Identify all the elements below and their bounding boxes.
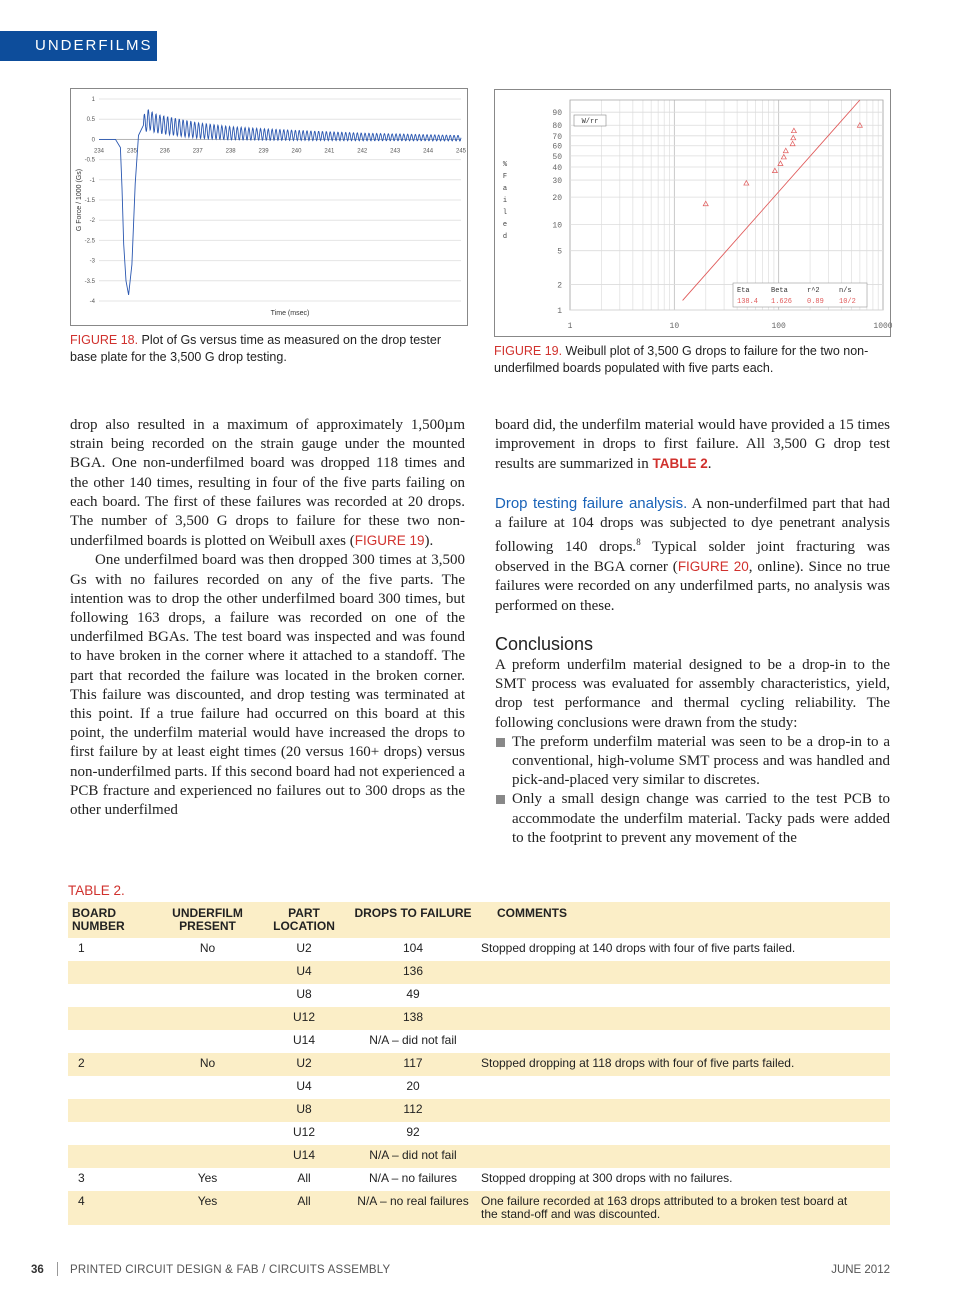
x-tick-label: 241 <box>324 148 335 155</box>
cell-board: 3 <box>78 1171 85 1185</box>
table-row <box>68 1076 890 1099</box>
cell-underfilm <box>156 961 259 984</box>
cell-location: U2 <box>296 1056 312 1070</box>
header-comments: COMMENTS <box>497 906 567 920</box>
g-force-series-line <box>99 110 461 295</box>
header-drops-to-failure: DROPS TO FAILURE <box>354 906 472 920</box>
cell-underfilm: Yes <box>197 1194 218 1208</box>
failure-point <box>781 154 786 159</box>
y-tick-label: -3 <box>89 258 95 265</box>
figure-18-caption-text: Plot of Gs versus time as measured on the drop tester base plate for the 3,500 G drop testing. <box>70 333 441 364</box>
legend-tag: W/rr <box>581 118 599 126</box>
y-tick-label: 40 <box>552 164 562 174</box>
y-tick-label: 50 <box>552 152 562 162</box>
cell-drops: 112 <box>403 1102 423 1116</box>
y-tick-label: -0.5 <box>84 157 95 164</box>
figure-19-caption <box>494 343 894 377</box>
failure-point <box>790 141 795 146</box>
x-tick-label: 10 <box>669 322 680 331</box>
table-row <box>68 938 890 961</box>
x-tick-label: 238 <box>225 148 236 155</box>
cell-underfilm <box>156 1145 259 1168</box>
x-tick-label: 239 <box>258 148 269 155</box>
cell-comments: One failure recorded at 163 drops attributed to a broken test board at the stand-off and was discounted. <box>481 1194 848 1221</box>
page-number: 36 <box>31 1264 44 1276</box>
cell-underfilm: No <box>199 941 216 955</box>
cell-comments <box>477 984 890 1007</box>
stats-header: n/s <box>839 287 852 295</box>
x-axis-label: Time (msec) <box>270 310 310 317</box>
cell-board: 4 <box>78 1194 85 1208</box>
cell-location: U4 <box>296 1079 312 1093</box>
y-tick-label: 10 <box>552 221 562 231</box>
table-row <box>68 1030 890 1053</box>
table-row <box>68 1099 890 1122</box>
figure-20-ref: FIGURE 20 <box>677 559 749 575</box>
figure-18-chart <box>71 89 467 325</box>
conclusions-heading: Conclusions <box>495 633 594 654</box>
conclusion-bullet-1: The preform underfilm material was seen to be a drop-in to a conventional, high-volume SMT process and was handled and pick-and-placed very similar to discretes. <box>495 733 890 791</box>
x-tick-label: 235 <box>126 148 137 155</box>
cell-location: U12 <box>292 1125 315 1139</box>
header-part-location: PART LOCATION <box>273 906 335 933</box>
table-header-row <box>68 902 890 938</box>
y-tick-label: -2.5 <box>84 238 95 245</box>
y-tick-label: 60 <box>552 142 562 152</box>
cell-drops: 20 <box>406 1079 420 1093</box>
plot-frame <box>570 100 883 310</box>
cell-board: 2 <box>78 1056 85 1070</box>
conclusion-bullet-2: Only a small design change was carried to the test PCB to accommodate the underfilm material. Tacky pads were added to the footprint to prevent any movement of the <box>495 790 890 848</box>
stats-value: 0.89 <box>807 298 824 306</box>
y-axis-label-letter: i <box>502 197 508 205</box>
right-column <box>495 416 890 848</box>
cell-comments <box>477 1099 890 1122</box>
left-column <box>70 416 465 820</box>
figure-18-caption <box>70 332 466 366</box>
table-row <box>68 1053 890 1076</box>
table-row <box>68 1145 890 1168</box>
cell-board: 1 <box>78 941 85 955</box>
failure-point <box>744 181 749 186</box>
cell-drops: 138 <box>402 1010 424 1024</box>
table-row <box>68 1168 890 1191</box>
y-tick-label: 1 <box>557 307 562 316</box>
y-tick-label: -4 <box>89 299 95 305</box>
cell-location: U4 <box>296 964 312 978</box>
table-2-label: TABLE 2. <box>68 883 125 898</box>
cell-location: U2 <box>296 941 312 955</box>
y-tick-label: 90 <box>552 109 562 119</box>
cell-drops: N/A – did not fail <box>369 1148 457 1162</box>
figure-19-caption-text: Weibull plot of 3,500 G drops to failure for the two non-underfilmed boards populated with five parts each. <box>494 344 869 375</box>
x-tick-label: 237 <box>192 148 203 155</box>
weibull-fit-line <box>683 100 860 300</box>
cell-drops: 117 <box>403 1056 423 1070</box>
stats-header: Beta <box>771 287 788 295</box>
stats-header: Eta <box>737 287 750 295</box>
y-tick-label: -3.5 <box>84 278 95 285</box>
y-tick-label: 80 <box>552 122 562 132</box>
cell-location: U8 <box>296 1102 312 1116</box>
cell-board <box>68 1076 156 1099</box>
x-tick-label: 234 <box>93 148 105 155</box>
y-axis-label-letter: % <box>502 161 508 169</box>
figure-19-label: FIGURE 19. <box>494 344 563 358</box>
conclusions-paragraph: A preform underfilm material designed to be a drop-in to the SMT process was evaluated for assembly characteristics, yield, drop test performance and thermal cycling reliability. The following conclusions were drawn from the study: <box>495 657 890 731</box>
table-row <box>68 961 890 984</box>
table-row <box>68 1007 890 1030</box>
x-tick-label: 1 <box>567 322 573 331</box>
x-tick-label: 242 <box>357 148 368 155</box>
left-paragraph-2: One underfilmed board was then dropped 300 times at 3,500 Gs with no failures recorded on any of the five parts. The intention was to drop the other underfilmed board 300 times, but following 163 drops, a failure was recorded on one of the underfilmed BGAs. The test board was inspected and was found to have broken in the corner where it attached to a standoff. The part that recorded the failure was located in the broken corner. This failure was discounted, and drop testing was terminated at this point. If a true failure had occurred on this board at this point, the underfilm material would have increased the drops to first failure by at least eight times (20 versus 160+ drops) versus non-underfilmed parts. If this second board had not experienced a PCB fracture and experienced no failures out to 300 drops as the other underfilmed <box>70 552 465 819</box>
y-axis-label-letter: e <box>502 221 508 229</box>
table-2-ref: TABLE 2 <box>652 456 708 472</box>
failure-point <box>772 168 777 173</box>
failure-point <box>783 148 788 153</box>
y-axis-label: G Force / 1000 (Gs) <box>76 168 83 232</box>
figure-19-box <box>494 89 891 337</box>
failure-point <box>791 128 796 133</box>
header-underfilm-present: UNDERFILM PRESENT <box>172 906 243 933</box>
failure-analysis-heading: Drop testing failure analysis. <box>495 494 688 512</box>
cell-underfilm: Yes <box>197 1171 218 1185</box>
y-tick-label: 5 <box>557 247 562 257</box>
cell-drops: 49 <box>406 987 420 1001</box>
cell-underfilm <box>156 1007 259 1030</box>
cell-location: U14 <box>292 1033 315 1047</box>
x-tick-label: 100 <box>771 322 786 331</box>
table-row <box>68 984 890 1007</box>
cell-comments: Stopped dropping at 140 drops with four of five parts failed. <box>481 941 796 955</box>
cell-comments: Stopped dropping at 118 drops with four of five parts failed. <box>481 1056 795 1070</box>
right-paragraph-2: Drop testing failure analysis. A non-underfilmed part that had a failure at 104 drops was subjected to dye penetrant analysis following 140 drops.$^8$ Typical solder joint fracturing was observed in the BGA corner (FIGURE 20, online). Since no true failures were recorded on any underfilmed parts, no analysis was performed on these. <box>495 494 890 614</box>
cell-location: U14 <box>292 1148 315 1162</box>
cell-board <box>68 961 156 984</box>
cell-drops: 92 <box>406 1125 420 1139</box>
cell-comments: Stopped dropping at 300 drops with no failures. <box>481 1171 733 1185</box>
issue-date: JUNE 2012 <box>831 1264 890 1276</box>
y-tick-label: 0.5 <box>86 117 95 124</box>
cell-underfilm <box>156 1076 259 1099</box>
y-tick-label: 1 <box>91 97 95 103</box>
cell-comments <box>477 1007 890 1030</box>
cell-underfilm <box>156 1122 259 1145</box>
table-2 <box>68 902 890 1225</box>
footer-divider <box>57 1262 58 1276</box>
cell-drops: 136 <box>402 964 424 978</box>
x-tick-label: 240 <box>291 148 302 155</box>
cell-underfilm: No <box>199 1056 216 1070</box>
y-tick-label: 70 <box>552 132 562 142</box>
cell-board <box>68 1007 156 1030</box>
y-tick-label: -2 <box>89 218 95 225</box>
y-tick-label: 30 <box>552 177 562 187</box>
stats-value: 1.626 <box>771 298 793 306</box>
y-tick-label: 20 <box>552 194 562 204</box>
y-axis-label-letter: a <box>502 185 508 193</box>
cell-underfilm <box>156 1030 259 1053</box>
y-tick-label: 2 <box>557 281 562 291</box>
figure-18-label: FIGURE 18. <box>70 333 139 347</box>
right-paragraph-1: board did, the underfilm material would have provided a 15 times improvement in drops to first failure. All 3,500 G drop test results are summarized in TABLE 2. <box>495 417 890 473</box>
cell-underfilm <box>156 1099 259 1122</box>
cell-location: U8 <box>296 987 312 1001</box>
x-tick-label: 244 <box>423 148 434 155</box>
cell-comments <box>477 1030 890 1053</box>
cell-drops: N/A – did not fail <box>369 1033 457 1047</box>
y-tick-label: -1 <box>89 177 95 184</box>
table-2-body <box>68 938 890 1225</box>
cell-board <box>68 1030 156 1053</box>
cell-comments <box>477 1145 890 1168</box>
stats-value: 10/2 <box>839 298 856 306</box>
stats-value: 138.4 <box>737 298 759 306</box>
figure-19-chart <box>495 90 893 336</box>
cell-comments <box>477 961 890 984</box>
cell-underfilm <box>156 984 259 1007</box>
cell-drops: N/A – no real failures <box>357 1194 469 1208</box>
stats-header: r^2 <box>807 287 820 295</box>
x-tick-label: 243 <box>390 148 401 155</box>
y-axis-label-letter: l <box>502 209 508 217</box>
cell-comments <box>477 1076 890 1099</box>
y-axis-label-letter: d <box>502 233 508 241</box>
table-row <box>68 1122 890 1145</box>
cell-drops: 104 <box>402 941 424 955</box>
section-tab: UNDERFILMS <box>0 31 157 61</box>
table-row <box>68 1191 890 1225</box>
cell-board <box>68 984 156 1007</box>
cell-board <box>68 1099 156 1122</box>
x-tick-label: 236 <box>159 148 170 155</box>
left-paragraph-1: drop also resulted in a maximum of approximately 1,500µm strain being recorded on the strain gauge under the mounted BGA. One non-underfilmed board was dropped 118 times and the other 140 times, resulting in four of the five parts failing on each board. The first of these failures was recorded at 20 drops. The number of 3,500 G drops to failure for these two non-underfilmed boards is plotted on Weibull axes (FIGURE 19). <box>70 417 465 550</box>
y-tick-label: 0 <box>91 137 95 144</box>
cell-drops: N/A – no failures <box>368 1171 458 1185</box>
publication-name: PRINTED CIRCUIT DESIGN & FAB / CIRCUITS ASSEMBLY <box>70 1264 391 1276</box>
x-tick-label: 245 <box>455 148 467 155</box>
x-tick-label: 1000 <box>873 322 893 331</box>
header-board-number: BOARD NUMBER <box>72 906 125 933</box>
cell-board <box>68 1145 156 1168</box>
figure-18-box <box>70 88 468 326</box>
figure-19-ref: FIGURE 19 <box>354 533 425 549</box>
cell-location: All <box>297 1171 311 1185</box>
y-axis-label-letter: F <box>502 173 508 181</box>
y-tick-label: -1.5 <box>84 198 95 204</box>
cell-board <box>68 1122 156 1145</box>
cell-location: U12 <box>292 1010 315 1024</box>
cell-comments <box>477 1122 890 1145</box>
cell-location: All <box>297 1194 311 1208</box>
